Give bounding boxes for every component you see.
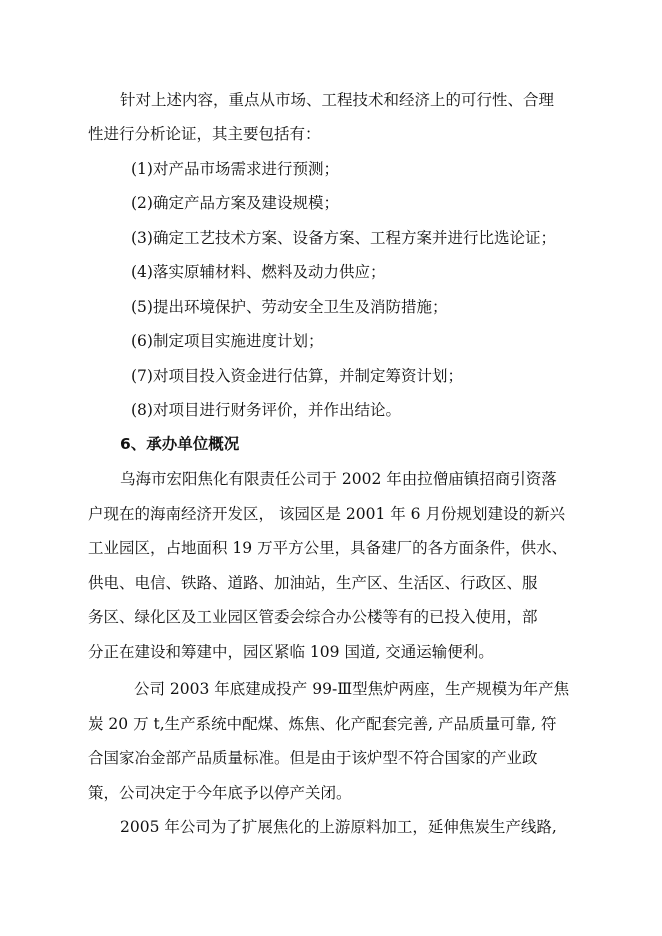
list-item: (6)制定项目实施进度计划； <box>131 332 324 350</box>
paragraph-line: 分正在建设和筹建中，园区紧临 109 国道, 交通运输便利。 <box>88 643 494 661</box>
section-heading: 6、承办单位概况 <box>120 435 240 453</box>
list-item: (5)提出环境保护、劳动安全卫生及消防措施； <box>131 298 448 316</box>
paragraph-line: 工业园区，占地面积 19 万平方公里，具备建厂的各方面条件，供水、 <box>88 539 568 557</box>
paragraph-line: 乌海市宏阳焦化有限责任公司于 2002 年由拉僧庙镇招商引资落 <box>120 470 557 488</box>
paragraph-line: 策，公司决定于今年底予以停产关闭。 <box>88 784 352 802</box>
list-item: (3)确定工艺技术方案、设备方案、工程方案并进行比选论证； <box>131 229 556 247</box>
paragraph-line: 炭 20 万 t,生产系统中配煤、炼焦、化产配套完善, 产品质量可靠, 符 <box>88 715 557 733</box>
paragraph-line: 合国家冶金部产品质量标准。但是由于该炉型不符合国家的产业政 <box>88 749 538 767</box>
list-item: (1)对产品市场需求进行预测； <box>131 160 339 178</box>
list-item: (4)落实原辅材料、燃料及动力供应； <box>131 263 386 281</box>
paragraph-line: 2005 年公司为了扩展焦化的上游原料加工，延伸焦炭生产线路, <box>120 818 557 836</box>
list-item: (8)对项目进行财务评价，并作出结论。 <box>131 401 401 419</box>
paragraph-line: 公司 2003 年底建成投产 99-Ⅲ型焦炉两座，生产规模为年产焦 <box>134 680 570 698</box>
paragraph-line: 针对上述内容，重点从市场、工程技术和经济上的可行性、合理 <box>120 91 555 109</box>
paragraph-line: 供电、电信、铁路、道路、加油站，生产区、生活区、行政区、服 <box>88 574 538 592</box>
paragraph-line: 户现在的海南经济开发区， 该园区是 2001 年 6 月份规划建设的新兴 <box>88 505 565 523</box>
list-item: (2)确定产品方案及建设规模； <box>131 194 339 212</box>
paragraph-line: 性进行分析论证，其主要包括有： <box>88 125 321 143</box>
list-item: (7)对项目投入资金进行估算，并制定筹资计划； <box>131 367 463 385</box>
paragraph-line: 务区、绿化区及工业园区管委会综合办公楼等有的已投入使用，部 <box>88 608 538 626</box>
